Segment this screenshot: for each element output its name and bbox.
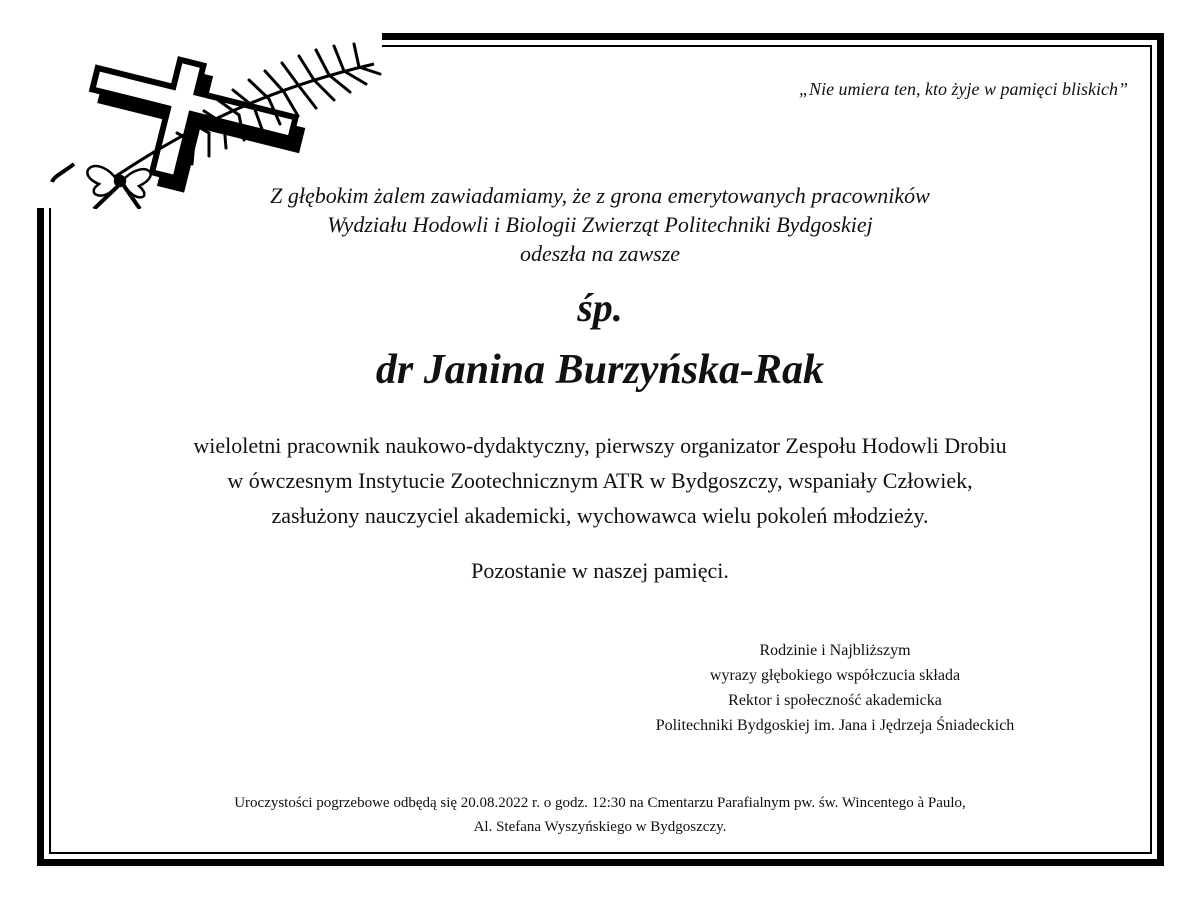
condolences-line: Rektor i społeczność akademicka	[728, 692, 942, 709]
intro-line: Z głębokim żalem zawiadamiamy, że z grona emerytowanych pracowników	[270, 183, 930, 208]
remembrance-line: Pozostanie w naszej pamięci.	[471, 558, 729, 583]
intro-line: odeszła na zawsze	[519, 241, 681, 266]
condolences-block	[560, 638, 1110, 738]
biography	[80, 428, 1120, 533]
sp-abbreviation: śp.	[577, 285, 623, 330]
bio-line: wieloletni pracownik naukowo-dydaktyczny, pierwszy organizator Zespołu Hodowli Drobiu	[193, 433, 1007, 458]
intro-line: Wydziału Hodowli i Biologii Zwierząt Politechniki Bydgoskiej	[327, 212, 873, 237]
condolences-line: wyrazy głębokiego współczucia składa	[709, 667, 961, 684]
bio-line: w ówczesnym Instytucie Zootechnicznym ATR w Bydgoszczy, wspaniały Człowiek,	[227, 468, 973, 493]
funeral-line: Al. Stefana Wyszyńskiego w Bydgoszczy.	[473, 819, 727, 835]
bio-line: zasłużony nauczyciel akademicki, wychowawca wielu pokoleń młodzieży.	[271, 503, 929, 528]
deceased-name: dr Janina Burzyńska-Rak	[375, 347, 825, 393]
condolences-line: Politechniki Bydgoskiej im. Jana i Jędrzeja Śniadeckich	[655, 717, 1015, 734]
funeral-info	[60, 791, 1140, 839]
motto-quote: „Nie umiera ten, kto żyje w pamięci bliskich”	[799, 79, 1128, 99]
announcement-intro	[100, 181, 1100, 268]
funeral-line: Uroczystości pogrzebowe odbędą się 20.08.2022 r. o godz. 12:30 na Cmentarzu Parafialnym pw. św. Wincentego à Paulo,	[234, 795, 966, 811]
condolences-line: Rodzinie i Najbliższym	[759, 642, 911, 659]
